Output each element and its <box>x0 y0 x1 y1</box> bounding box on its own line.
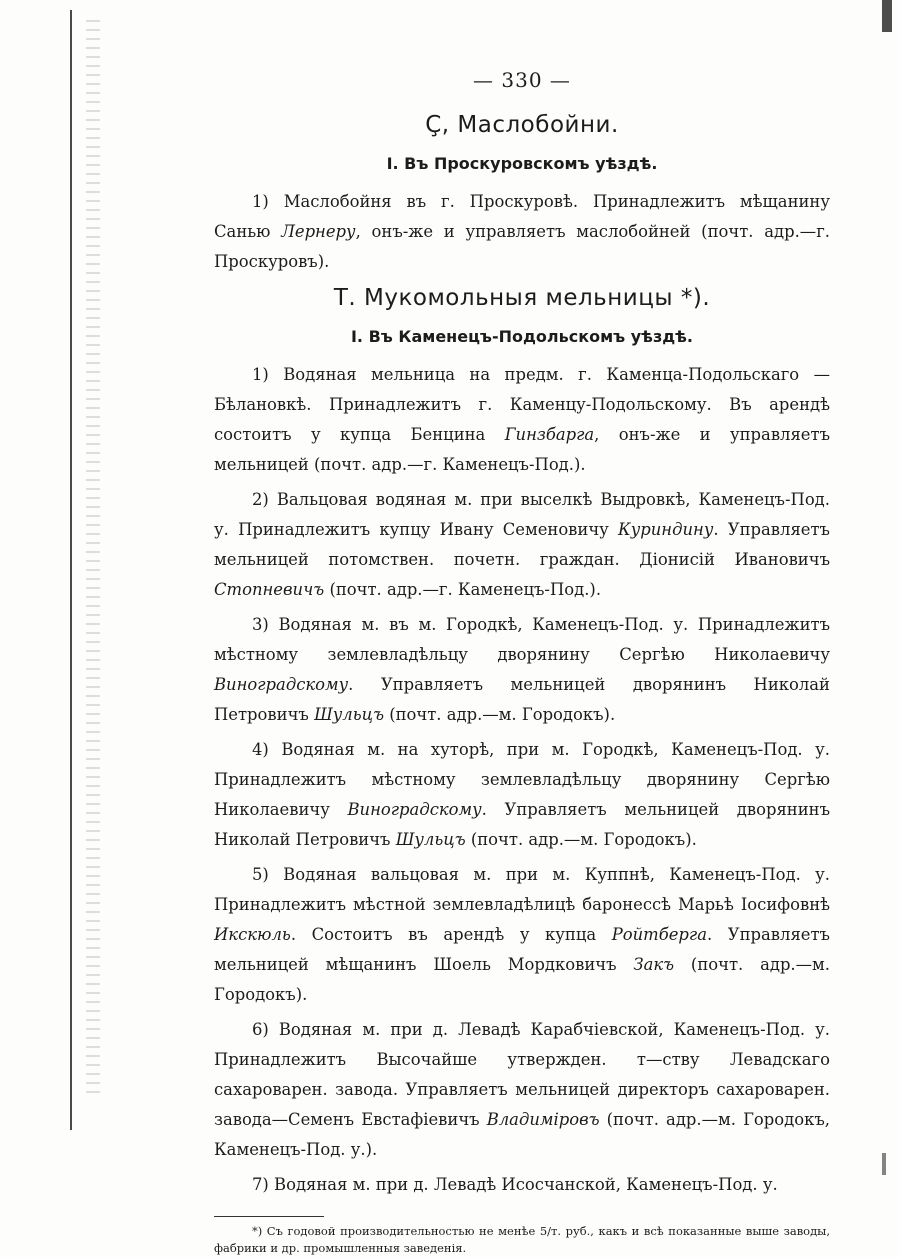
entry: 1) Водяная мельница на предм. г. Каменца-Подольскаго — Бѣлановкѣ. Принадлежитъ г. Каменцу-Подольскому. Въ арендѣ состоитъ у купца Бенцина Гинзбарга, онъ-же и управляетъ мельницей (почт. адр.—г. Каменецъ-Под.). <box>214 365 830 474</box>
entry: 3) Водяная м. въ м. Городкѣ, Каменецъ-Под. у. Принадлежитъ мѣстному землевладѣльцу дворянину Сергѣю Николаевичу Виноградскому. Управляетъ мельницей дворянинъ Николай Петровичъ Шульцъ (почт. адр.—м. Городокъ). <box>214 615 830 724</box>
entry: 4) Водяная м. на хуторѣ, при м. Городкѣ, Каменецъ-Под. у. Принадлежитъ мѣстному землевладѣльцу дворянину Сергѣю Николаевичу Виноградскому. Управляетъ мельницей дворянинъ Николай Петровичъ Шульцъ (почт. адр.—м. Городокъ). <box>214 740 830 849</box>
person-name: Виноградскому <box>347 800 482 819</box>
person-name: Куриндину <box>618 520 714 539</box>
footnote-divider <box>214 1216 324 1217</box>
person-name: Стопневичъ <box>214 580 325 599</box>
person-name: Шульцъ <box>395 830 466 849</box>
entry: 1) Маслобойня въ г. Проскуровѣ. Принадлежитъ мѣщанину Санью Лернеру, онъ-же и управляетъ маслобойней (почт. адр.—г. Проскуровъ). <box>214 192 830 271</box>
district-heading: I. Въ Проскуровскомъ уѣздѣ. <box>386 154 658 173</box>
person-name: Владиміровъ <box>486 1110 600 1129</box>
section-title: Т. Мукомольныя мельницы *). <box>333 285 711 311</box>
page-content <box>214 68 830 1257</box>
section-flour-mills <box>214 285 830 1200</box>
scan-edge-line <box>70 10 72 1130</box>
page-number: — 330 — <box>473 68 571 92</box>
person-name: Икскюль <box>214 925 291 944</box>
section-oil-mills <box>214 112 830 277</box>
scan-edge-noise <box>86 20 100 1100</box>
scan-corner-mark <box>882 1153 886 1175</box>
entry: 7) Водяная м. при д. Левадѣ Исосчанской, Каменецъ-Под. у. <box>252 1175 778 1194</box>
footnote: *) Съ годовой производительностью не менѣе 5/т. руб., какъ и всѣ показанные выше заводы, фабрики и др. промышленныя заведенія. <box>214 1224 830 1255</box>
section-title: Ç, Маслобойни. <box>425 112 619 138</box>
person-name: Ройтберга <box>611 925 707 944</box>
district-heading: I. Въ Каменецъ-Подольскомъ уѣздѣ. <box>350 327 694 346</box>
person-name: Лернеру <box>281 222 356 241</box>
person-name: Виноградскому <box>214 675 349 694</box>
person-name: Закъ <box>633 955 675 974</box>
entry: 6) Водяная м. при д. Левадѣ Карабчіевской, Каменецъ-Под. у. Принадлежитъ Высочайше утвержден. т—ству Левадскаго сахароварен. завода. Управляетъ мельницей директоръ сахароварен. завода—Семенъ Евстафіевичъ Владиміровъ (почт. адр.—м. Городокъ, Каменецъ-Под. у.). <box>214 1020 830 1159</box>
entry: 5) Водяная вальцовая м. при м. Куппнѣ, Каменецъ-Под. у. Принадлежитъ мѣстной землевладѣлицѣ баронессѣ Марьѣ Іосифовнѣ Икскюль. Состоитъ въ арендѣ у купца Ройтберга. Управляетъ мельницей мѣщанинъ Шоель Мордковичъ Закъ (почт. адр.—м. Городокъ). <box>214 865 830 1004</box>
entry: 2) Вальцовая водяная м. при выселкѣ Выдровкѣ, Каменецъ-Под. у. Принадлежитъ купцу Ивану Семеновичу Куриндину. Управляетъ мельницей потомствен. почетн. граждан. Діонисій Ивановичъ Стопневичъ (почт. адр.—г. Каменецъ-Под.). <box>214 490 830 599</box>
person-name: Гинзбарга <box>504 425 595 444</box>
person-name: Шульцъ <box>314 705 384 724</box>
scan-corner-mark <box>882 0 892 32</box>
